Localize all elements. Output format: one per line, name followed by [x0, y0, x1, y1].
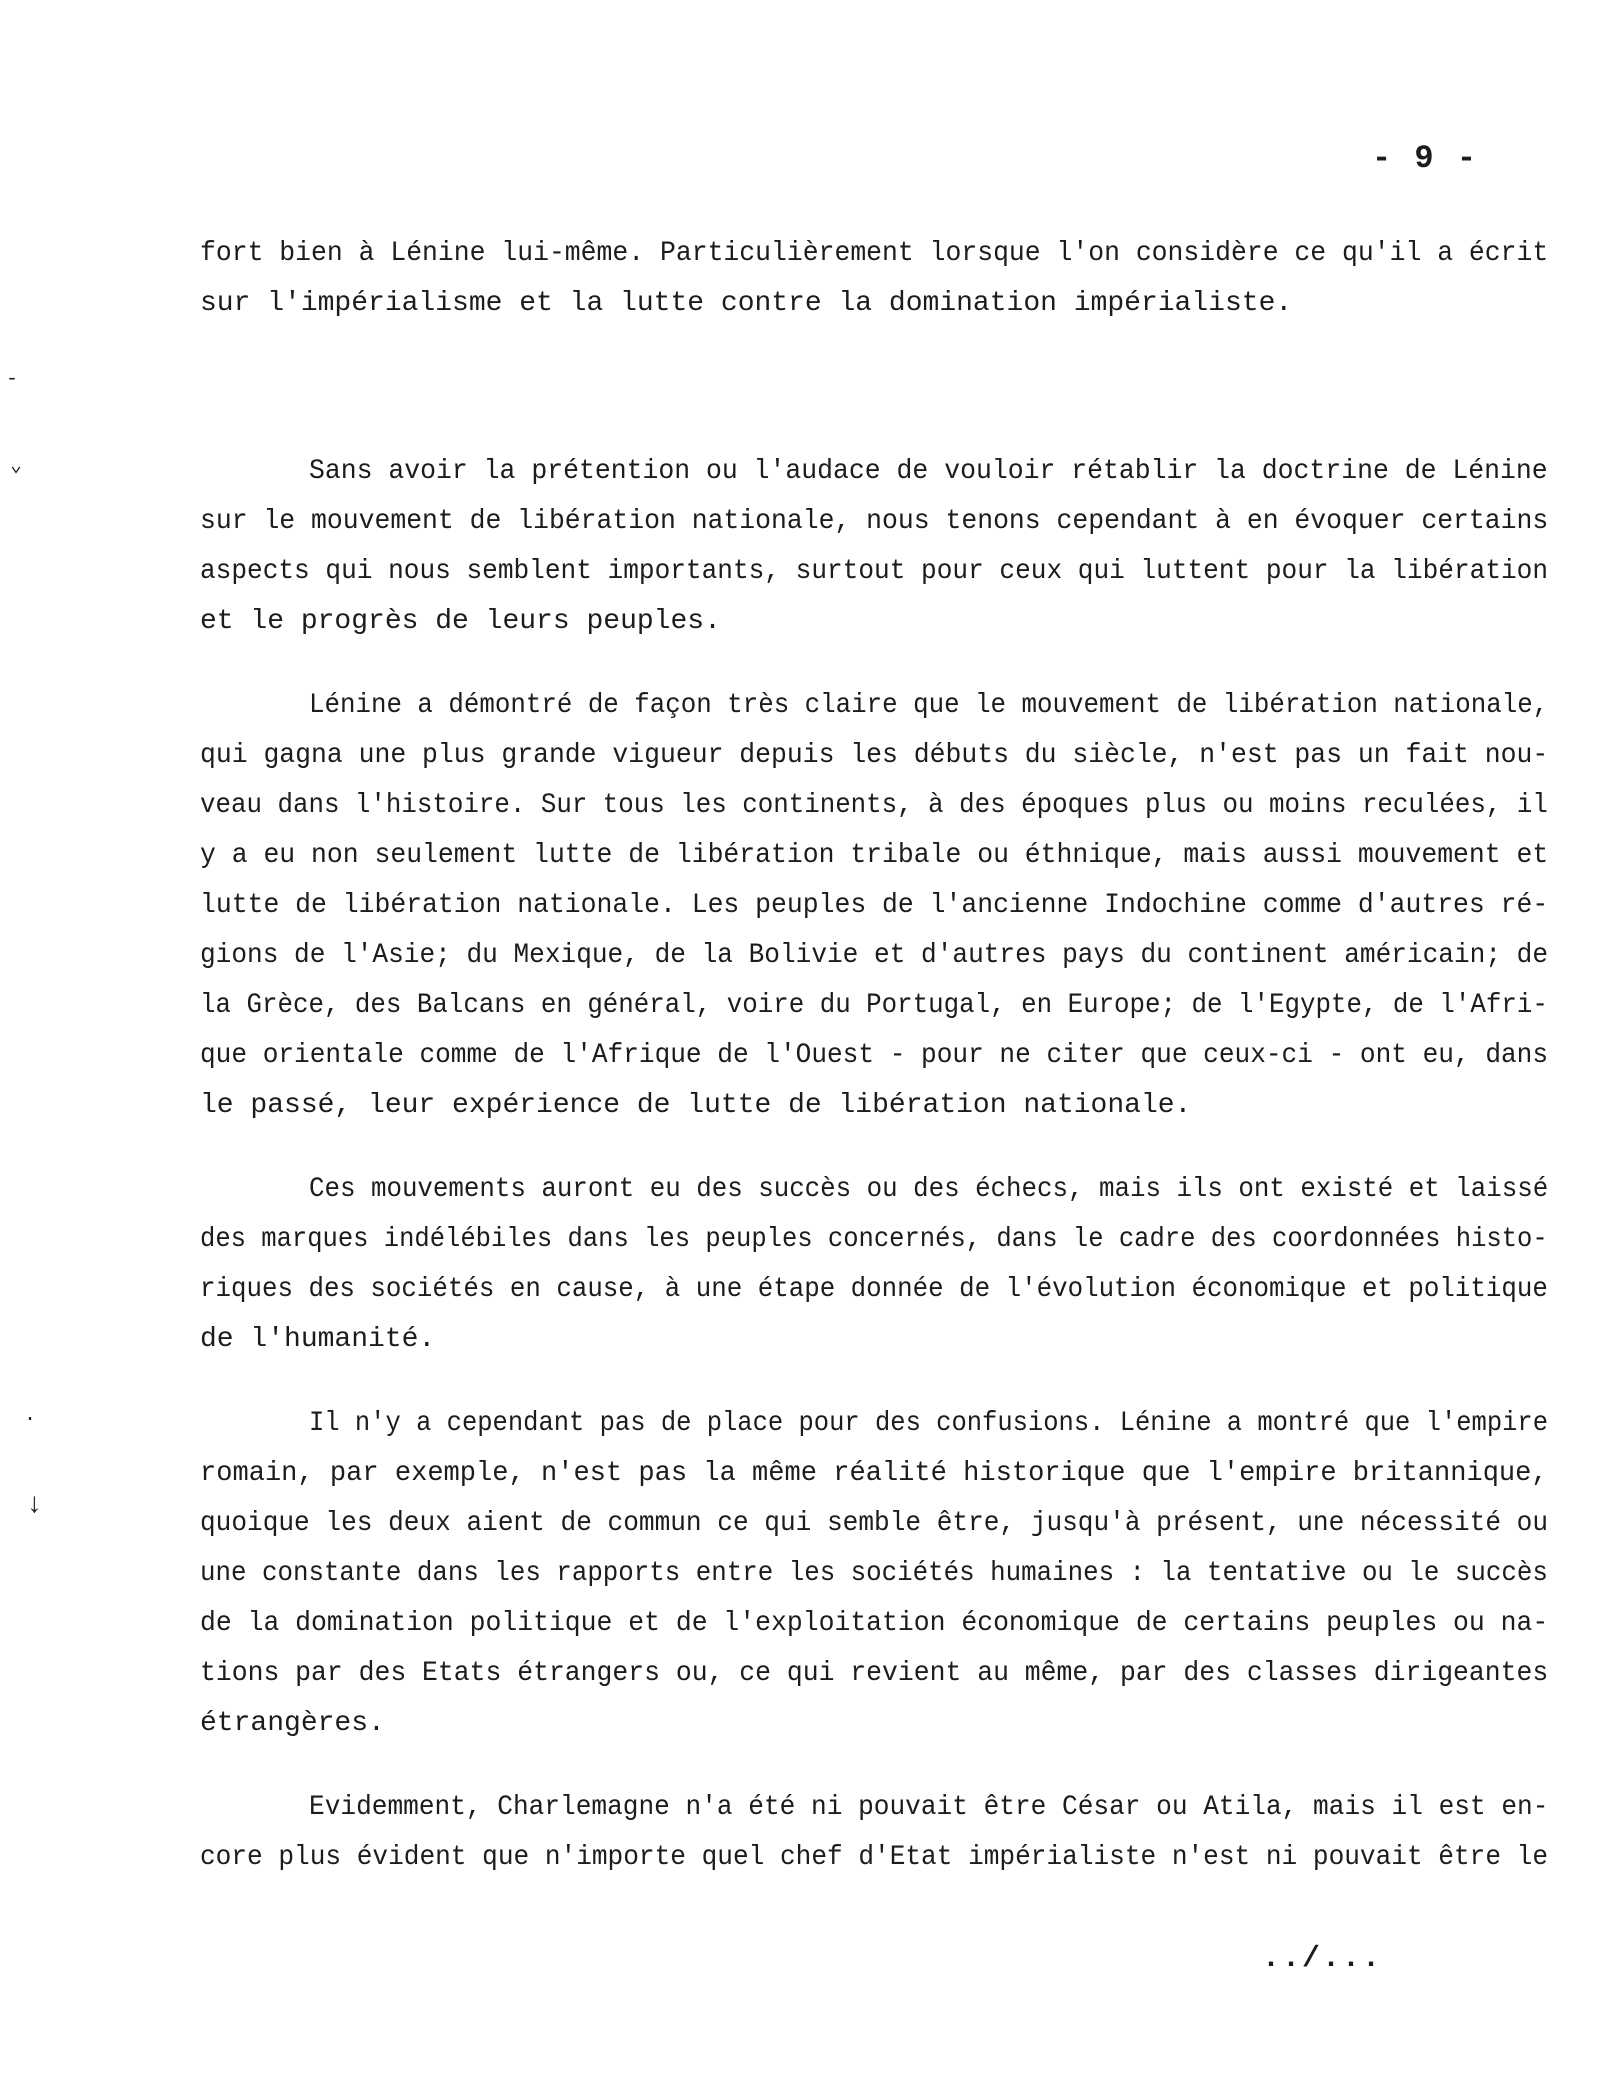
text-line: aspects qui nous semblent importants, surtout pour ceux qui luttent pour la libération: [200, 556, 1549, 587]
margin-speck: ·: [24, 1408, 37, 1431]
text-line: tions par des Etats étrangers ou, ce qui revient au même, par des classes dirigeantes: [200, 1658, 1549, 1689]
text-line: Lénine a démontré de façon très claire que le mouvement de libération nationale,: [309, 690, 1549, 721]
text-line: y a eu non seulement lutte de libération tribale ou éthnique, mais aussi mouvement et: [200, 840, 1549, 871]
margin-speck: -: [6, 368, 19, 391]
text-line: sur l'impérialisme et la lutte contre la domination impérialiste.: [200, 288, 1293, 319]
text-line: Il n'y a cependant pas de place pour des confusions. Lénine a montré que l'empire: [309, 1408, 1549, 1439]
text-line: de la domination politique et de l'exploitation économique de certains peuples ou na-: [200, 1608, 1549, 1639]
text-line: le passé, leur expérience de lutte de libération nationale.: [200, 1090, 1192, 1121]
page-number: - 9 -: [1372, 140, 1479, 177]
text-line: de l'humanité.: [200, 1324, 436, 1355]
text-line: gions de l'Asie; du Mexique, de la Bolivie et d'autres pays du continent américain; de: [200, 940, 1549, 971]
margin-speck: ↓: [26, 1490, 43, 1521]
text-line: Ces mouvements auront eu des succès ou des échecs, mais ils ont existé et laissé: [309, 1174, 1549, 1205]
text-line: étrangères.: [200, 1708, 385, 1739]
text-line: sur le mouvement de libération nationale, nous tenons cependant à en évoquer certains: [200, 506, 1549, 537]
text-line: veau dans l'histoire. Sur tous les continents, à des époques plus ou moins reculées, il: [200, 790, 1548, 821]
text-line: fort bien à Lénine lui-même. Particulièrement lorsque l'on considère ce qu'il a écrit: [200, 238, 1549, 269]
text-line: riques des sociétés en cause, à une étape donnée de l'évolution économique et politique: [200, 1274, 1548, 1305]
text-line: des marques indélébiles dans les peuples concernés, dans le cadre des coordonnées histo-: [200, 1224, 1548, 1255]
text-line: romain, par exemple, n'est pas la même réalité historique que l'empire britannique,: [200, 1458, 1548, 1489]
text-line: core plus évident que n'importe quel chef d'Etat impérialiste n'est ni pouvait être le: [200, 1842, 1549, 1873]
text-line: qui gagna une plus grande vigueur depuis les débuts du siècle, n'est pas un fait nou-: [200, 740, 1549, 771]
text-line: Sans avoir la prétention ou l'audace de vouloir rétablir la doctrine de Lénine: [309, 456, 1548, 487]
continuation-marker: ../...: [1262, 1942, 1383, 1976]
text-line: et le progrès de leurs peuples.: [200, 606, 721, 637]
text-line: quoique les deux aient de commun ce qui semble être, jusqu'à présent, une nécessité ou: [200, 1508, 1549, 1539]
text-line: lutte de libération nationale. Les peuples de l'ancienne Indochine comme d'autres ré-: [200, 890, 1549, 921]
text-line: la Grèce, des Balcans en général, voire du Portugal, en Europe; de l'Egypte, de l'Afri-: [200, 990, 1548, 1021]
text-line: Evidemment, Charlemagne n'a été ni pouvait être César ou Atila, mais il est en-: [309, 1792, 1549, 1823]
text-line: une constante dans les rapports entre les sociétés humaines : la tentative ou le succès: [200, 1558, 1548, 1589]
margin-speck: ⌄: [10, 455, 23, 478]
text-line: que orientale comme de l'Afrique de l'Ouest - pour ne citer que ceux-ci - ont eu, dans: [200, 1040, 1549, 1071]
